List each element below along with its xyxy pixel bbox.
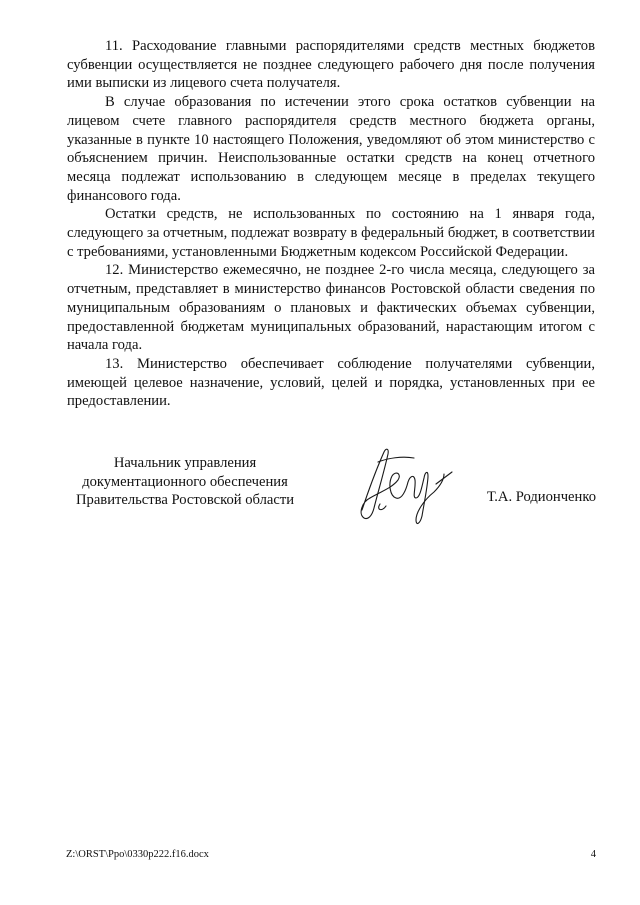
signature-block [68,454,596,534]
page-number: 4 [590,849,596,860]
paragraph-remainder-return: Остатки средств, не использованных по состоянию на 1 января года, следующего за отчетным, подлежат возврату в федеральный бюджет, в соответствии с требованиями, установленными Бюджетным кодексом Российской Федерации. [67,206,595,260]
paragraph-item-12: 12. Министерство ежемесячно, не позднее 2-го числа месяца, следующего за отчетным, представляет в министерство финансов Ростовской области сведения по муниципальным образованиям о плановых и фактических объемах субвенции, предоставленной бюджетам муниципальных образований, нарастающим итогом с начала года. [67,262,595,354]
signatory-name: Т.А. Родионченко [486,489,596,505]
signatory-position-line: Начальник управления [113,455,257,471]
document-body [67,37,595,411]
signatory-position-line: Правительства Ростовской области [75,492,295,508]
footer-file-path: Z:\ORST\Ppo\0330p222.f16.docx [66,849,209,860]
paragraph-item-13: 13. Министерство обеспечивает соблюдение получателями субвенции, имеющей целевое назначение, условий, целей и порядка, установленных при ее предоставлении. [67,355,595,410]
signatory-position-line: документационного обеспечения [82,473,288,490]
paragraph-remainder-notice: В случае образования по истечении этого срока остатков субвенции на лицевом счете главного распорядителя средств местного бюджета органы, указанные в пункте 10 настоящего Положения, уведомляют об этом министерство с объяснением причин. Неиспользованные остатки средств на конец отчетного месяца подлежат использованию в следующем месяце в пределах текущего финансового года. [67,94,595,204]
signatory-position [68,454,302,510]
handwritten-signature [340,440,460,530]
paragraph-item-11: 11. Расходование главными распорядителями средств местных бюджетов субвенции осуществляется не позднее следующего рабочего дня после получения ими выписки из лицевого счета получателя. [67,38,595,92]
